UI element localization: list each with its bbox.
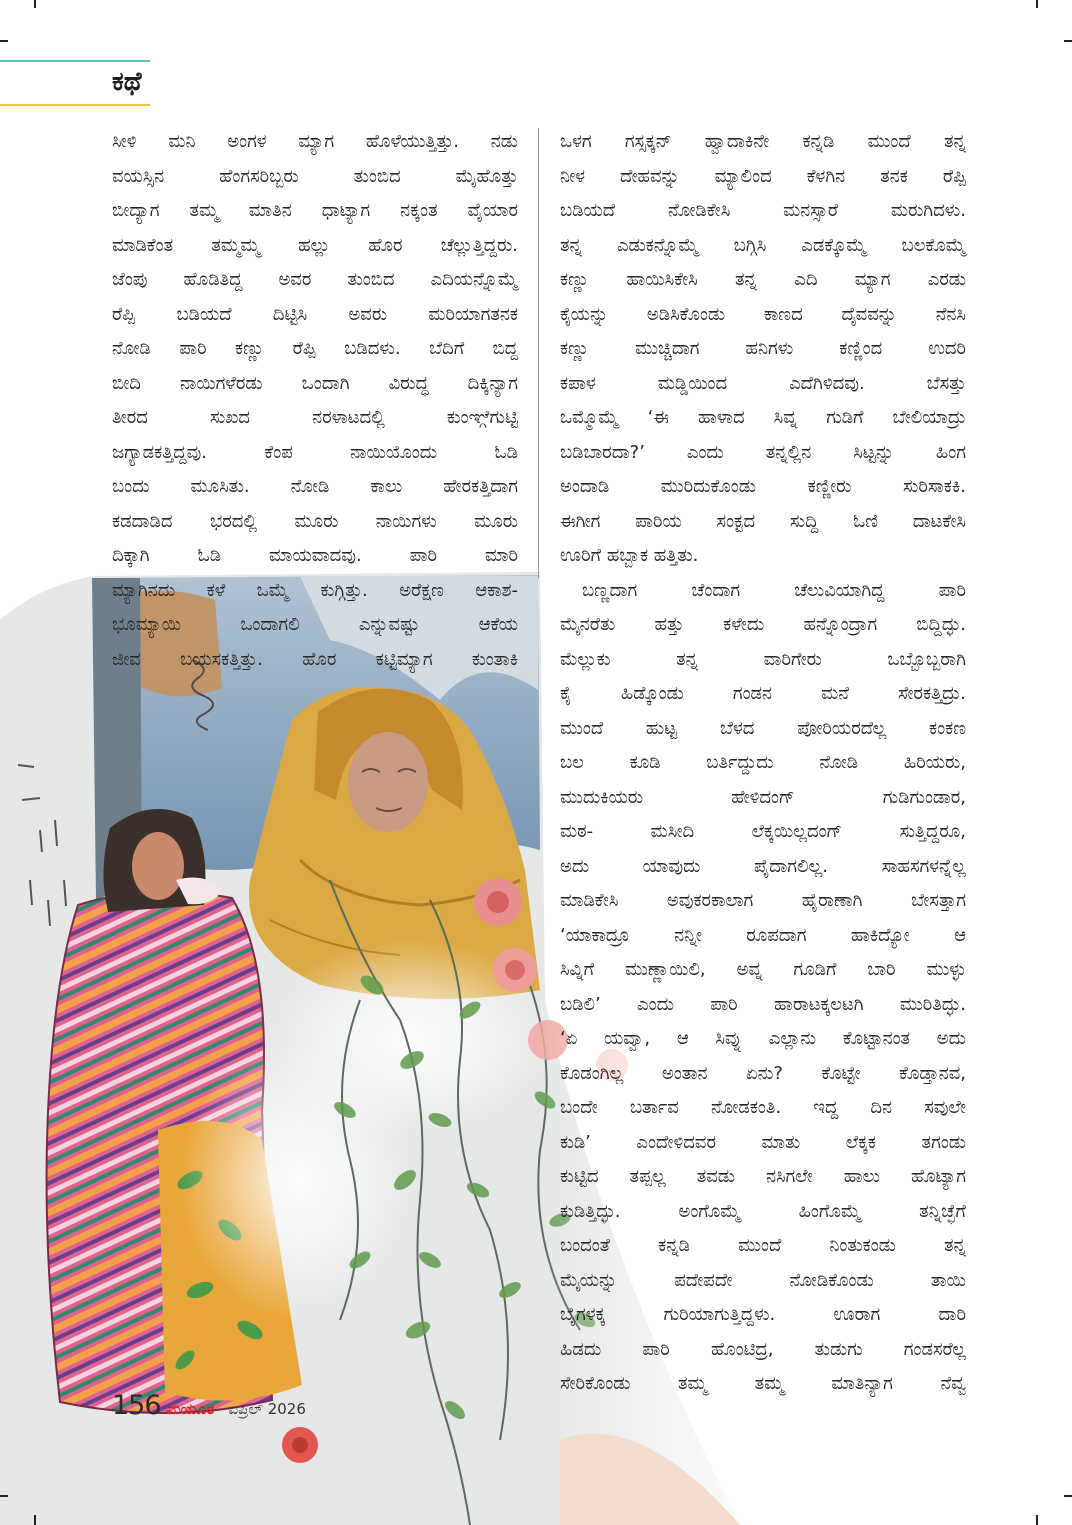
right-column-line: ಮೈಯನ್ನು ಪದೇಪದೇ ನೋಡಿಕೊಂಡು ತಾಯಿ	[560, 1269, 966, 1291]
right-column-line: ಬೈಗಳಕ್ಕ ಗುರಿಯಾಗುತ್ತಿದ್ದಳು. ಊರಾಗ ದಾರಿ	[560, 1304, 966, 1325]
left-column-line: ತೀರದ ಸುಖದ ನರಳಾಟದಲ್ಲಿ ಕುಂಞ್ಗೆಗುಟ್ಟಿ	[112, 407, 518, 428]
right-column-line: ಮಠ- ಮಸೀದಿ ಲೆಕ್ಕಯಿಲ್ಲದಂಗ್ ಸುತ್ತಿದ್ದರೂ,	[560, 821, 966, 842]
right-column-line: ಕುಡಿತ್ತಿದ್ಳು. ಅಂಗೊಮ್ಮೆ ಹಿಂಗೊಮ್ಮೆ ತನ್ನಿಚ್ಛೆಗೆ	[560, 1200, 966, 1222]
left-column-line: ದಿಕ್ಕಾಗಿ ಓಡಿ ಮಾಯವಾದವು. ಪಾರಿ ಮಾರಿ	[112, 545, 518, 566]
magazine-name: ಮಯೂರ	[166, 1400, 215, 1418]
mist	[180, 1040, 420, 1320]
right-column-line: ಕೈ ಹಿಡ್ಕೊಂಡು ಗಂಡನ ಮನೆ ಸೇರಕತ್ತಿದ್ರು.	[560, 683, 966, 704]
column-divider	[538, 128, 539, 578]
left-column-line: ಜೀವ ಬಯಸಕತ್ತಿತ್ತು. ಹೊರ ಕಟ್ಟಿಮ್ಯಾಗ ಕುಂತಾಕಿ	[112, 648, 518, 670]
right-column-line: ಕುಡಿ’ ಎಂದೇಳಿದವರ ಮಾತು ಲೆಕ್ಕಕ ತಗಂಡು	[560, 1131, 966, 1153]
section-label: ಕಥೆ	[112, 67, 142, 97]
left-column-line: ಬಂದು ಮೂಸಿತು. ನೋಡಿ ಕಾಲು ಹೇರಕತ್ತಿದಾಗ	[112, 476, 518, 497]
crop-mark	[1036, 0, 1038, 8]
right-column-line: ಮೆಲ್ಲುಕು ತನ್ನ ವಾರಿಗೇರು ಒಬ್ಬೊಬ್ಬರಾಗಿ	[560, 648, 966, 670]
right-column-line: ಅಂದಾಡಿ ಮುರಿದುಕೊಂಡು ಕಣ್ಣೀರು ಸುರಿಸಾಕಕಿ.	[560, 476, 966, 497]
page-number: 156	[112, 1390, 161, 1421]
right-column-line: ಬಂದೇ ಬರ್ತಾವ ನೋಡಕಂತಿ. ಇದ್ದ ದಿನ ಸವುಲೇ	[560, 1097, 966, 1118]
right-column-line: ಬಡಿಬಾರದಾ?’ ಎಂದು ತನ್ನಲ್ಲಿನ ಸಿಟ್ಟನ್ನು ಹಿಂಗ	[560, 441, 966, 463]
crop-mark	[1064, 1495, 1072, 1497]
right-column-line: ಮುಂದೆ ಹುಟ್ಟ ಬೆಳದ ಪೋರಿಯರದೆಲ್ಲ ಕಂಕಣ	[560, 717, 966, 739]
left-column-line: ಭೂಮ್ಯಾಯಿ ಒಂದಾಗಲಿ ಎನ್ನುವಷ್ಟು ಆಕೆಯ	[112, 614, 518, 635]
left-column-line: ಕಡದಾಡಿದ ಭರದಲ್ಲಿ ಮೂರು ನಾಯಿಗಳು ಮೂರು	[112, 510, 518, 532]
right-column-line: ‘ಏ ಯವ್ವಾ, ಆ ಸಿವ್ನು ಎಲ್ಲಾನು ಕೊಟ್ಟಾನಂತ ಅದು	[560, 1028, 966, 1049]
left-column-line: ಸೀಳಿ ಮನಿ ಅಂಗಳ ಮ್ಯಾಗ ಹೊಳೆಯುತ್ತಿತ್ತು. ನಡು	[112, 131, 518, 152]
crop-mark	[34, 0, 36, 8]
left-column-line: ಬೀದ್ಯಾಗ ತಮ್ಮ ಮಾತಿನ ಧಾಟ್ಯಾಗ ನಕ್ಕಂತ ವೈಯಾರ	[112, 200, 518, 221]
right-column-line: ಕಣ್ಣು ಹಾಯಿಸಿಕೇಸಿ ತನ್ನ ಎದಿ ಮ್ಯಾಗ ಎರಡು	[560, 269, 966, 290]
left-column-line: ಮ್ಯಾಗಿನದು ಕಳೆ ಒಮ್ಮೆ ಕುಗ್ಗಿತ್ತು. ಅರೆಕ್ಷಣ ಆಕಾಶ-	[112, 579, 518, 601]
right-column-line: ಬಂದಂತೆ ಕನ್ನಡಿ ಮುಂದೆ ನಿಂತುಕಂಡು ತನ್ನ	[560, 1235, 966, 1256]
right-column-line: ಬಡಿಯದೆ ನೋಡಿಕೇಸಿ ಮನಸ್ಸಾರೆ ಮರುಗಿದಳು.	[560, 200, 966, 221]
issue-date: ಏಪ್ರಿಲ್ 2026	[228, 1400, 306, 1418]
right-column-line: ಒಳಗ ಗಸ್ಸಕ್ಕನ್ ಹ್ವಾದಾಕಿನೇ ಕನ್ನಡಿ ಮುಂದೆ ತನ್ನ	[560, 131, 966, 152]
right-column-line: ಊರಿಗೆ ಹಬ್ಬಾಕ ಹತ್ತಿತು.	[560, 545, 699, 566]
left-column-line: ಮಾಡಿಕೆಂತ ತಮ್ಮಮ್ಮ ಹಲ್ಲು ಹೊರ ಚೆಲ್ಲುತ್ತಿದ್ದರು.	[112, 234, 518, 256]
header-rule-bottom	[0, 104, 150, 106]
right-column-line: ಕೈಯನ್ನು ಅಡಿಸಿಕೊಂಡು ಕಾಣದ ದೈವವನ್ನು ನೆನಸಿ	[560, 303, 966, 325]
left-column-line: ಜಗ್ಯಾಡಕತ್ತಿದ್ದವು. ಕೆಂಪ ನಾಯಿಯೊಂದು ಓಡಿ	[112, 441, 518, 463]
right-column-line: ಬಡಿಲಿ’ ಎಂದು ಪಾರಿ ಹಾರಾಟಕ್ಕಲಟಗಿ ಮುರಿತಿದ್ಳು.	[560, 993, 966, 1015]
right-column	[560, 125, 966, 1402]
left-column-line: ನೋಡಿ ಪಾರಿ ಕಣ್ಣು ರೆಪ್ಪಿ ಬಡಿದಳು. ಬೆದಿಗೆ ಬಿದ್ದ	[112, 338, 518, 359]
right-column-line: ನೀಳ ದೇಹವನ್ನು ಮ್ಯಾಲಿಂದ ಕೆಳಗಿನ ತನಕ ರೆಪ್ಪಿ	[560, 165, 966, 187]
page-footer	[112, 1390, 306, 1421]
crop-mark	[34, 1515, 36, 1525]
right-column-line: ಸಿವ್ನಿಗೆ ಮುಣ್ಣಾಯಿಲಿ, ಅವ್ನ ಗೂಡಿಗೆ ಬಾರಿ ಮುಳ್ಳು	[560, 959, 966, 980]
crop-mark	[1036, 1515, 1038, 1525]
crop-mark	[0, 1495, 8, 1497]
right-column-line: ಅದು ಯಾವುದು ಪೈದಾಗಲಿಲ್ಲ. ಸಾಹಸಗಳನ್ನೆಲ್ಲ	[560, 855, 966, 877]
right-column-line: ಬಣ್ಣದಾಗ ಚೆಂದಾಗ ಚೆಲುವಿಯಾಗಿದ್ದ ಪಾರಿ	[582, 579, 966, 601]
right-column-line: ಮೈನರೆತು ಹತ್ತು ಕಳೇದು ಹನ್ನೊಂದ್ರಾಗ ಬಿದ್ದಿದ್ಳು.	[560, 614, 966, 635]
right-column-line: ಬಲ ಕೂಡಿ ಬರ್ತಿದ್ದುದು ನೋಡಿ ಹಿರಿಯರು,	[560, 752, 966, 773]
left-column	[112, 125, 518, 677]
right-column-line: ಹಿಡದು ಪಾರಿ ಹೊಂಟಿದ್ರ, ತುಡುಗು ಗಂಡಸರೆಲ್ಲ	[560, 1338, 966, 1360]
right-column-line: ತನ್ನ ಎಡುಕನ್ನೊಮ್ಮೆ ಬಗ್ಗಿಸಿ ಎಡಕ್ಕೊಮ್ಮೆ ಬಲಕೊಮ್ಮೆ	[560, 234, 966, 256]
left-column-line: ರೆಪ್ಪಿ ಬಡಿಯದೆ ದಿಟ್ಟಿಸಿ ಅವರು ಮರಿಯಾಗತನಕ	[112, 303, 518, 325]
right-column-line: ಕಣ್ಣು ಮುಚ್ಚಿದಾಗ ಹನಿಗಳು ಕಣ್ಣಿಂದ ಉದರಿ	[560, 338, 966, 359]
crop-mark	[1064, 40, 1072, 42]
header-rule-top	[0, 60, 150, 62]
right-column-line: ಒಮ್ಮೊಮ್ಮೆ ‘ಈ ಹಾಳಾದ ಸಿವ್ನ ಗುಡಿಗೆ ಬೇಲಿಯಾದ್ರು	[560, 407, 966, 428]
right-column-line: ಕುಟ್ಟಿದ ತಪ್ಪಲ್ಲ ತವಡು ನಸಿಗಲೇ ಹಾಲು ಹೊಟ್ಯಾಗ	[560, 1166, 966, 1187]
right-column-line: ಈಗೀಗ ಪಾರಿಯ ಸಂಕ್ಟದ ಸುದ್ದಿ ಓಣಿ ದಾಟಕೇಸಿ	[560, 510, 966, 532]
left-column-line: ಬೀದಿ ನಾಯಿಗಳೆರಡು ಒಂದಾಗಿ ವಿರುದ್ಧ ದಿಕ್ಕಿನ್ಯಾಗ	[112, 372, 518, 394]
left-column-line: ಜೆಂಪು ಹೊಡಿತಿದ್ದ ಅವರ ತುಂಬಿದ ಎದಿಯನ್ನೊಮ್ಮೆ	[112, 269, 518, 290]
right-column-line: ಸೇರಿಕೊಂಡು ತಮ್ಮ ತಮ್ಮ ಮಾತಿನ್ಯಾಗ ನೆವ್ವ	[560, 1373, 966, 1394]
right-column-line: ಮಾಡಿಕೇಸಿ ಅವುಕರಕಾಲಾಗ ಹೈರಾಣಾಗಿ ಬೇಸತ್ತಾಗ	[560, 890, 966, 911]
left-column-line: ವಯಸ್ಸಿನ ಹೆಂಗಸರಿಬ್ಬರು ತುಂಬಿದ ಮೈಹೊತ್ತು	[112, 165, 518, 187]
right-column-line: ಮುದುಕಿಯರು ಹೇಳಿದಂಗ್ ಗುಡಿಗುಂಡಾರ,	[560, 786, 966, 808]
right-column-line: ಕೊಡಂಗಿಲ್ಲ ಅಂತಾನ ಏನು? ಕೊಟ್ಟೇ ಕೊಡ್ತಾನವ,	[560, 1062, 966, 1084]
right-column-line: ‘ಯಾಕಾದ್ರೂ ನನ್ನೀ ರೂಪದಾಗ ಹಾಕಿದ್ಯೋ ಆ	[560, 924, 966, 946]
right-column-line: ಕಪಾಳ ಮಡ್ಡಿಯಿಂದ ಎದೆಗಿಳಿದವು. ಬೆಸತ್ತು	[560, 372, 966, 394]
crop-mark	[0, 40, 8, 42]
